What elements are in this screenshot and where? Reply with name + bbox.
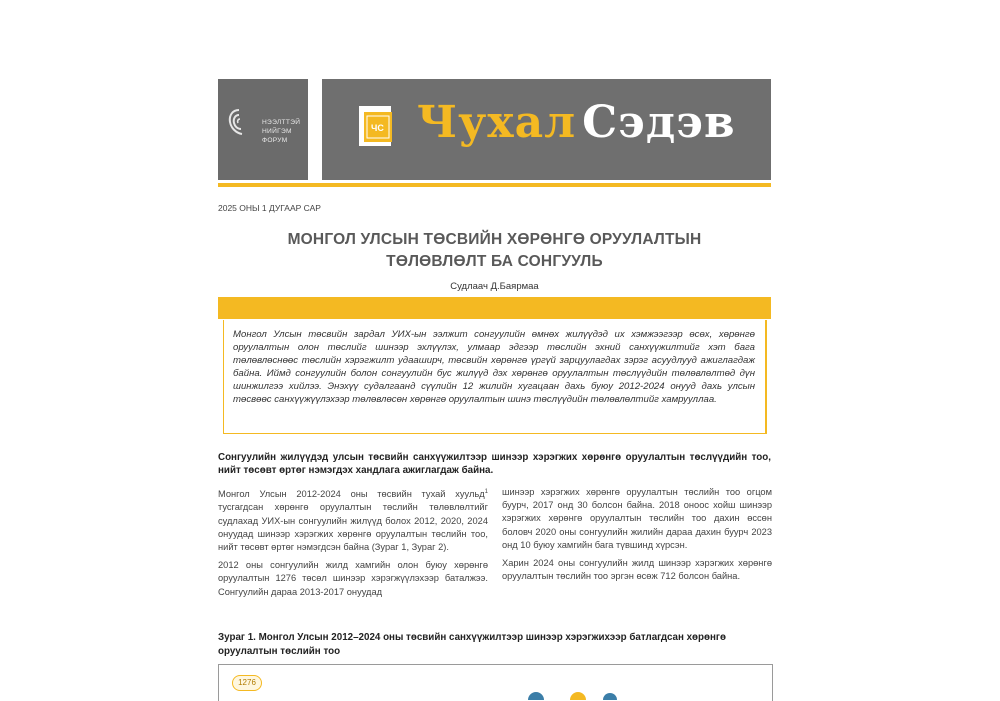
svg-text:ЧС: ЧС: [371, 123, 384, 133]
chart-point-marker: [528, 692, 544, 700]
chart-point-marker: [570, 692, 586, 700]
cs-badge-icon: [357, 102, 397, 150]
body-column-right: [502, 486, 772, 588]
chart-canvas: [218, 664, 771, 700]
body-column-left: [218, 486, 488, 604]
paragraph: Харин 2024 оны сонгуулийн жилд шинээр хэрэгжих хөрөнгө оруулалтын төслийн тоо эргэн өсөж 712 болсон байна.: [502, 558, 772, 582]
section-subheading: Сонгуулийн жилүүдэд улсын төсвийн санхүүжилтээр шинээр хэрэгжих хөрөнгө оруулалтын төслүүдийн тоо, нийт төсөвт өртөг нэмэгдэх хандлага ажиглагдаж байна.: [218, 452, 771, 476]
forum-name: НЭЭЛТТЭЙ НИЙГЭМ ФОРУМ: [262, 119, 301, 144]
chart-point-marker: [603, 693, 617, 700]
paragraph: 2012 оны сонгуулийн жилд хамгийн олон буюу хөрөнгө оруулалтын 1276 төсөл шинээр хэрэгжүүлэхээр баталжээ. Сонгуулийн дараа 2013-2017 онуудад: [218, 560, 488, 597]
figure-caption: Зураг 1. Монгол Улсын 2012–2024 оны төсвийн санхүүжилтээр шинээр хэрэгжихээр батлагдсан хөрөнгө оруулалтын төслийн тоо: [218, 632, 726, 657]
page-title: МОНГОЛ УЛСЫН ТӨСВИЙН ХӨРӨНГӨ ОРУУЛАЛТЫН ТӨЛӨВЛӨЛТ БА СОНГУУЛЬ: [287, 231, 702, 270]
paragraph: Монгол Улсын 2012-2024 оны төсвийн тухай хуульд$^1$ тусгагдсан хөрөнгө оруулалтын төслийн төлөвлөлтийг судлахад УИХ-ын сонгуулийн жилүүд болох 2012, 2020, 2024 онуудад шинээр хэрэгжих хөрөнгө оруулалтын төслийн тоо, нийт төсөвт өртөг нэмэгдсэн байна (Зураг 1, Зураг 2).: [218, 489, 488, 552]
abstract-text: Монгол Улсын төсвийн зардал УИХ-ын ээлжит сонгуулийн өмнөх жилүүдэд их хэмжээгээр өсөх, хөрөнгө оруулалтын олон төслийг шинээр эхлүүлэх, улмаар эдгээр төслийн эхний санхүүжилтийг хэт бага төлөвлөснөөс төслийн хэрэгжилт удааширч, төсвийн хөрөнгө үргүй зарцуулагдах зэрэг асуудлууд ажиглагдаж байна. Иймд сонгуулийн болон сонгуулийн бус жилүүд дэх хөрөнгө оруулалтын төслүүдийн төлөвлөлтөд дүн шинжилгээ хийлээ. Энэхүү судалгаанд сүүлийн 12 жилийн хугацаан дахь буюу 2012-2024 онууд дахь улсын төсвөөс санхүүжүүлэхээр төлөвлөсөн хөрөнгө оруулалтын шинэ төслүүдийн төлөвлөлтийг хамрууллаа.: [233, 329, 755, 406]
brand-title: Чухал Сэдэв: [417, 97, 736, 148]
author: Судлаач Д.Баярмаа: [450, 281, 539, 292]
paragraph: шинээр хэрэгжих хөрөнгө оруулалтын төслийн тоо огцом буурч, 2017 онд 30 болсон байна. 2018 оноос хойш шинээр хэрэгжих хөрөнгө оруулалтын төслийн тоо дахин өссөн боловч 2020 оны сонгуулийн жилийн дараа дахин буурч 2023 онд 10 буюу хамгийн бага түвшинд хүрсэн.: [502, 487, 772, 550]
footnote-ref[interactable]: 1: [484, 489, 488, 495]
chart-data-label: 1276: [232, 675, 262, 691]
issue-date: 2025 ОНЫ 1 ДУГААР САР: [218, 203, 321, 213]
abstract-bar: [218, 297, 771, 319]
forum-logo-icon: [228, 108, 250, 136]
header-accent-rule: [218, 183, 771, 187]
